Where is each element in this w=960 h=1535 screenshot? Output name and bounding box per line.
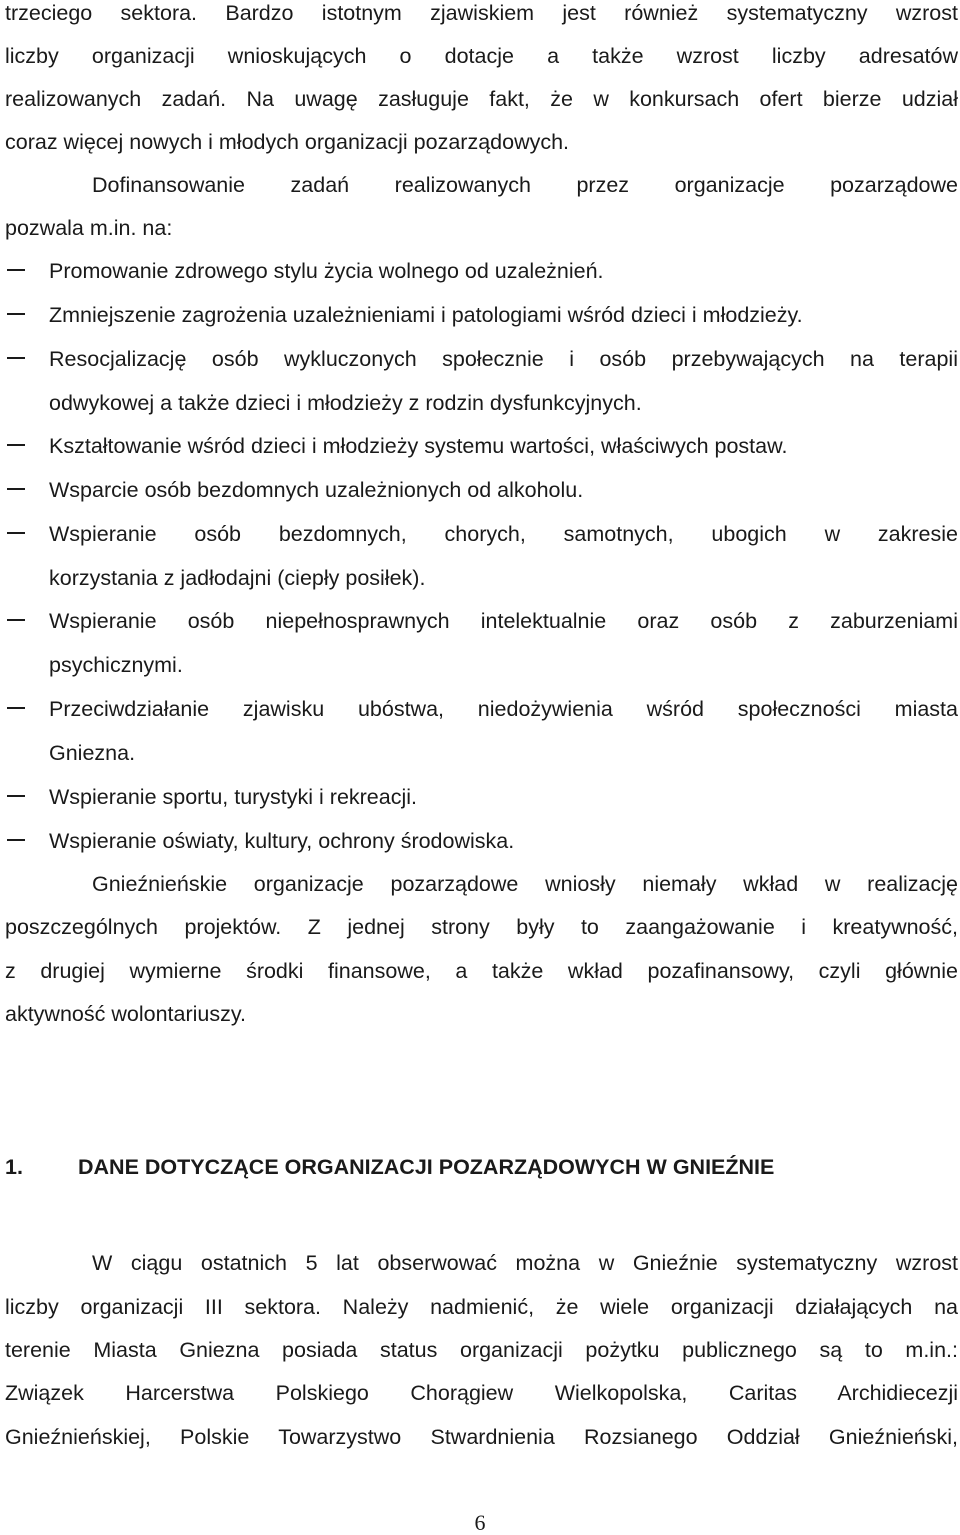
paragraph-line: Dofinansowanie zadań realizowanych przez organizacje pozarządowe — [92, 173, 958, 197]
dash-bullet-icon — [7, 444, 25, 446]
list-item-text: Wspieranie oświaty, kultury, ochrony środowiska. — [49, 829, 515, 853]
list-item-text: Wsparcie osób bezdomnych uzależnionych od alkoholu. — [49, 478, 584, 502]
list-item-text: Resocjalizację osób wykluczonych społecznie i osób przebywających na terapii — [49, 347, 958, 371]
list-item-text: Wspieranie sportu, turystyki i rekreacji. — [49, 785, 417, 809]
list-item-text: Przeciwdziałanie zjawisku ubóstwa, niedożywienia wśród społeczności miasta — [49, 697, 958, 721]
paragraph-line: liczby organizacji III sektora. Należy nadmienić, że wiele organizacji działających na — [5, 1295, 958, 1319]
dash-bullet-icon — [7, 839, 25, 841]
page-number: 6 — [474, 1510, 486, 1535]
paragraph-line: coraz więcej nowych i młodych organizacji pozarządowych. — [5, 130, 570, 154]
list-item-text: Wspieranie osób niepełnosprawnych intelektualnie oraz osób z zaburzeniami — [49, 609, 958, 633]
paragraph-line: realizowanych zadań. Na uwagę zasługuje fakt, że w konkursach ofert bierze udział — [5, 87, 958, 111]
paragraph-line: Związek Harcerstwa Polskiego Chorągiew Wielkopolska, Caritas Archidiecezji — [5, 1381, 958, 1405]
dash-bullet-icon — [7, 488, 25, 490]
paragraph-line: liczby organizacji wnioskujących o dotacje a także wzrost liczby adresatów — [5, 44, 958, 68]
dash-bullet-icon — [7, 532, 25, 534]
paragraph-line: aktywność wolontariuszy. — [5, 1002, 246, 1026]
section-title: DANE DOTYCZĄCE ORGANIZACJI POZARZĄDOWYCH W GNIEŹNIE — [78, 1155, 775, 1179]
list-item-text: odwykowej a także dzieci i młodzieży z rodzin dysfunkcyjnych. — [49, 391, 642, 415]
paragraph-line: Gnieźnieńskiej, Polskie Towarzystwo Stwardnienia Rozsianego Oddział Gnieźnieński, — [5, 1425, 958, 1449]
list-item-text: Promowanie zdrowego stylu życia wolnego od uzależnień. — [49, 259, 604, 283]
dash-bullet-icon — [7, 269, 25, 271]
paragraph-line: pozwala m.in. na: — [5, 216, 173, 240]
list-item-text: korzystania z jadłodajni (ciepły posiłek). — [49, 566, 426, 590]
paragraph-line: W ciągu ostatnich 5 lat obserwować można w Gnieźnie systematyczny wzrost — [92, 1251, 958, 1275]
dash-bullet-icon — [7, 313, 25, 315]
section-number: 1. — [5, 1155, 23, 1179]
dash-bullet-icon — [7, 357, 25, 359]
paragraph-line: terenie Miasta Gniezna posiada status organizacji pożytku publicznego są to m.in.: — [5, 1338, 958, 1362]
list-item-text: Wspieranie osób bezdomnych, chorych, samotnych, ubogich w zakresie — [49, 522, 958, 546]
dash-bullet-icon — [7, 619, 25, 621]
dash-bullet-icon — [7, 795, 25, 797]
paragraph-line: z drugiej wymierne środki finansowe, a także wkład pozafinansowy, czyli głównie — [5, 959, 958, 983]
list-item-text: Kształtowanie wśród dzieci i młodzieży systemu wartości, właściwych postaw. — [49, 434, 788, 458]
list-item-text: Zmniejszenie zagrożenia uzależnieniami i patologiami wśród dzieci i młodzieży. — [49, 303, 803, 327]
list-item-text: psychicznymi. — [49, 653, 183, 677]
list-item-text: Gniezna. — [49, 741, 136, 765]
dash-bullet-icon — [7, 707, 25, 709]
paragraph-line: trzeciego sektora. Bardzo istotnym zjawiskiem jest również systematyczny wzrost — [5, 1, 958, 25]
paragraph-line: Gnieźnieńskie organizacje pozarządowe wniosły niemały wkład w realizację — [92, 872, 958, 896]
paragraph-line: poszczególnych projektów. Z jednej strony były to zaangażowanie i kreatywność, — [5, 915, 958, 939]
